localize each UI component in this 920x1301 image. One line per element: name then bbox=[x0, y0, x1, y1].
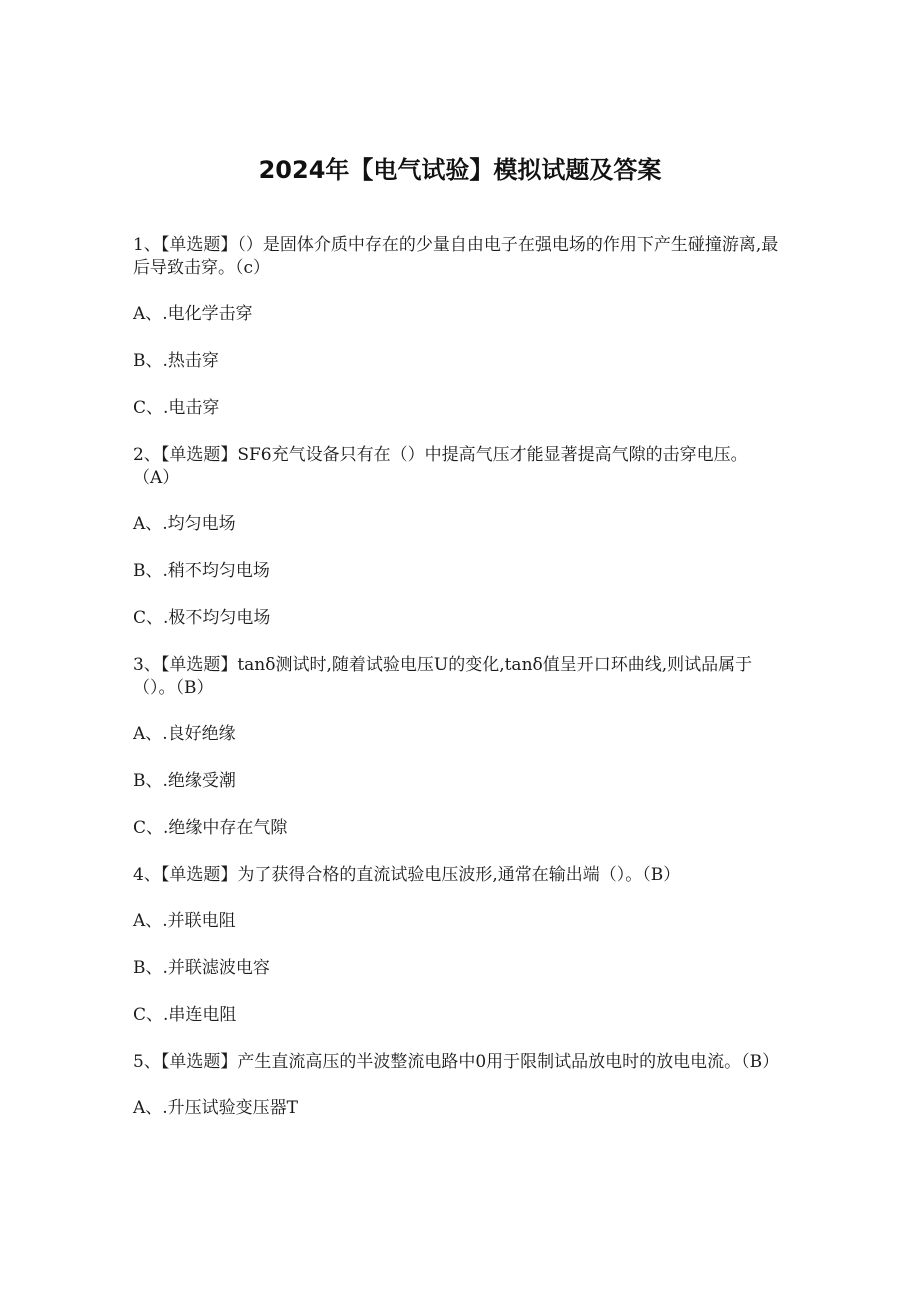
question-2 bbox=[133, 444, 783, 630]
option-a: A、.均匀电场 bbox=[133, 514, 236, 534]
page-title: 2024年【电气试验】模拟试题及答案 bbox=[258, 156, 662, 184]
option-b: B、.稍不均匀电场 bbox=[133, 561, 270, 581]
question-5 bbox=[133, 1051, 783, 1120]
option-c: C、.绝缘中存在气隙 bbox=[133, 818, 288, 838]
option-a: A、.并联电阻 bbox=[133, 911, 236, 931]
question-stem: 1、【单选题】（）是固体介质中存在的少量自由电子在强电场的作用下产生碰撞游离,最后导致击穿。（c） bbox=[133, 235, 779, 278]
option-a: A、.电化学击穿 bbox=[133, 304, 253, 324]
question-stem-text: 2、【单选题】SF6充气设备只有在（）中提高气压才能显著提高气隙的击穿电压。 bbox=[133, 445, 748, 465]
question-stem: 3、【单选题】tanδ测试时,随着试验电压U的变化,tanδ值呈开口环曲线,则试品属于（）。（B） bbox=[133, 655, 753, 698]
question-4 bbox=[133, 864, 783, 1027]
option-b: B、.热击穿 bbox=[133, 351, 219, 371]
option-c: C、.串连电阻 bbox=[133, 1005, 237, 1025]
option-b: B、.并联滤波电容 bbox=[133, 958, 270, 978]
option-b: B、.绝缘受潮 bbox=[133, 771, 236, 791]
option-a: A、.升压试验变压器T bbox=[133, 1098, 299, 1118]
question-stem: 4、【单选题】为了获得合格的直流试验电压波形,通常在输出端（）。（B） bbox=[133, 865, 681, 885]
question-stem: 5、【单选题】产生直流高压的半波整流电路中0用于限制试品放电时的放电电流。（B） bbox=[133, 1052, 780, 1072]
question-stem bbox=[133, 444, 783, 490]
option-a: A、.良好绝缘 bbox=[133, 724, 236, 744]
question-list bbox=[133, 234, 783, 1144]
question-answer: （A） bbox=[133, 468, 180, 488]
option-c: C、.电击穿 bbox=[133, 398, 220, 418]
question-3 bbox=[133, 654, 783, 840]
question-1 bbox=[133, 234, 783, 420]
option-c: C、.极不均匀电场 bbox=[133, 608, 271, 628]
